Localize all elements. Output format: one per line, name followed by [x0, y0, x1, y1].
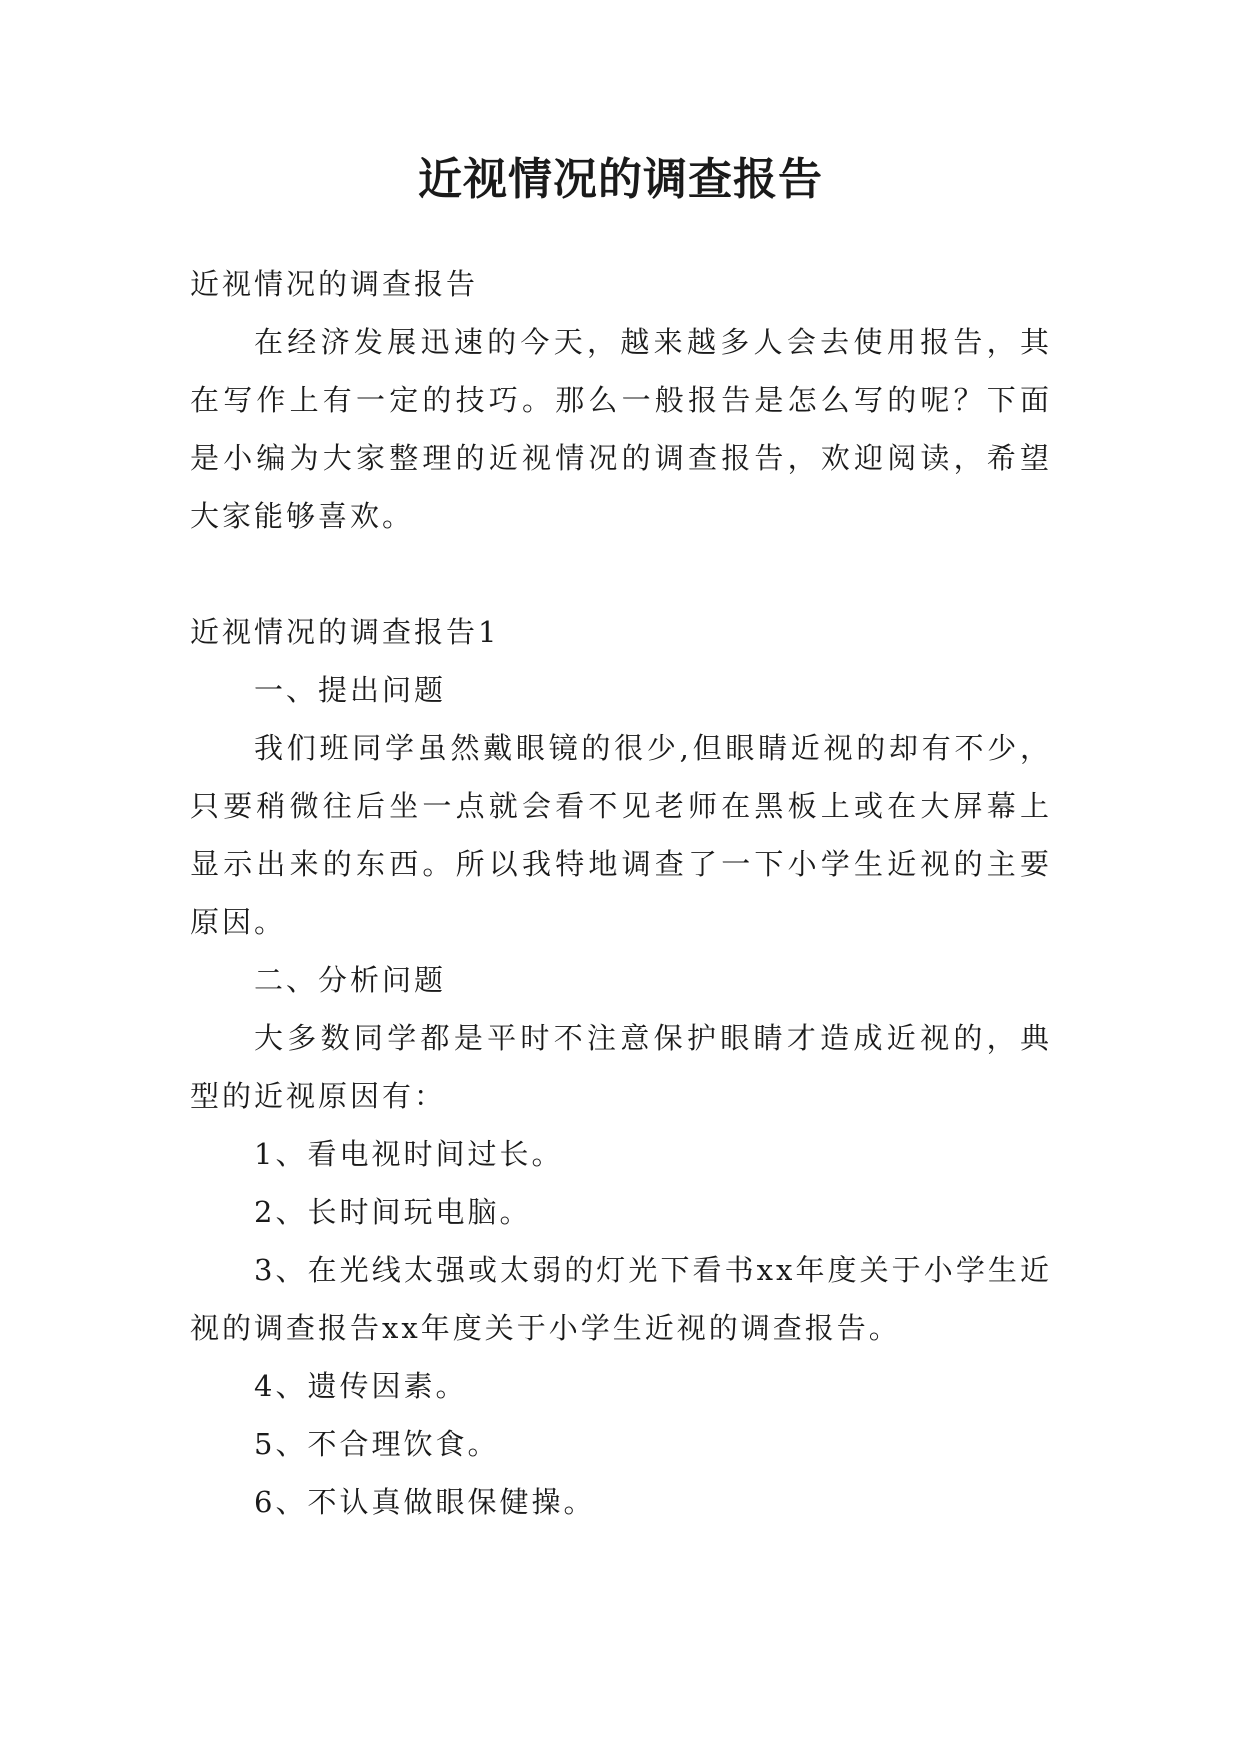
subtitle: 近视情况的调查报告	[190, 267, 479, 301]
list-item: 1、看电视时间过长。	[254, 1137, 564, 1171]
list-item: 6、不认真做眼保健操。	[254, 1485, 596, 1519]
heading-analyze-question: 二、分析问题	[254, 963, 447, 997]
document-title: 近视情况的调查报告	[418, 154, 823, 205]
section-title: 近视情况的调查报告1	[190, 615, 500, 649]
paragraph-problem: 我们班同学虽然戴眼镜的很少,但眼睛近视的却有不少，只要稍微往后坐一点就会看不见老师在黑板上或在大屏幕上显示出来的东西。所以我特地调查了一下小学生近视的主要原因。	[190, 731, 1052, 939]
heading-raise-question: 一、提出问题	[254, 673, 447, 707]
list-item: 4、遗传因素。	[254, 1369, 468, 1403]
paragraph-analysis: 大多数同学都是平时不注意保护眼睛才造成近视的，典型的近视原因有：	[190, 1021, 1052, 1113]
document-body	[190, 255, 1052, 1531]
list-item: 5、不合理饮食。	[254, 1427, 500, 1461]
list-item: 2、长时间玩电脑。	[254, 1195, 532, 1229]
list-item: 3、在光线太强或太弱的灯光下看书xx年度关于小学生近视的调查报告xx年度关于小学生近视的调查报告。	[190, 1253, 1052, 1345]
intro-paragraph: 在经济发展迅速的今天，越来越多人会去使用报告，其在写作上有一定的技巧。那么一般报告是怎么写的呢？下面是小编为大家整理的近视情况的调查报告，欢迎阅读，希望大家能够喜欢。	[190, 325, 1052, 533]
spacer	[190, 545, 1052, 603]
